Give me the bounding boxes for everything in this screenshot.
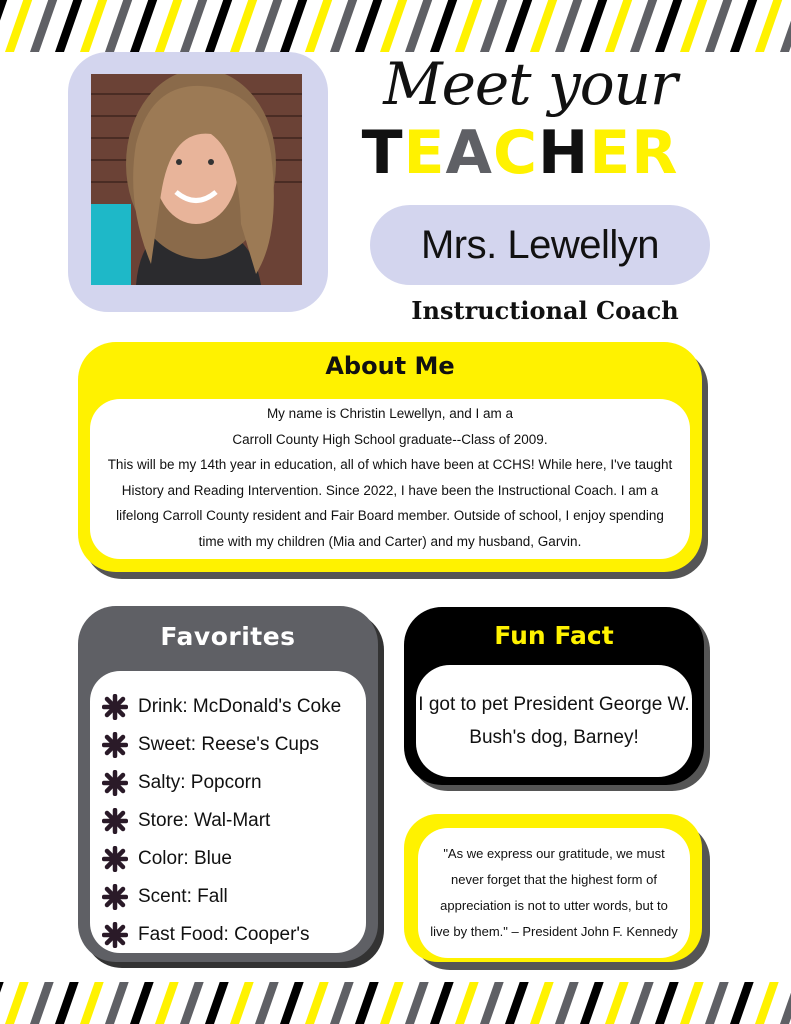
quote-line: never forget that the highest form of (451, 872, 657, 887)
quote-text (418, 828, 690, 958)
stripe (130, 982, 154, 1024)
asterisk-icon (102, 922, 128, 948)
stripe (380, 982, 404, 1024)
favorite-item-text: Salty: Popcorn (138, 772, 262, 793)
bottom-stripe-border (0, 982, 791, 1024)
asterisk-icon (102, 732, 128, 758)
favorite-item-text: Scent: Fall (138, 886, 228, 907)
stripe (5, 982, 29, 1024)
teacher-photo (91, 74, 302, 285)
asterisk-icon (102, 884, 128, 910)
teacher-letter: T (361, 118, 404, 188)
fun-fact-line: Bush's dog, Barney! (469, 727, 639, 748)
favorites-list (90, 671, 366, 953)
favorite-item-text: Color: Blue (138, 848, 232, 869)
favorite-item (102, 688, 366, 726)
stripe (330, 982, 354, 1024)
stripe (180, 982, 204, 1024)
fun-fact-text (416, 665, 692, 777)
stripe (180, 0, 207, 52)
favorites-card (78, 606, 378, 962)
teacher-letter: A (445, 118, 493, 188)
stripe (80, 982, 104, 1024)
favorite-item-text: Sweet: Reese's Cups (138, 734, 320, 755)
asterisk-icon (102, 846, 128, 872)
favorite-item (102, 878, 366, 916)
stripe (405, 982, 429, 1024)
teacher-letter: E (589, 118, 632, 188)
about-line: Carroll County High School graduate--Class of 2009. (232, 431, 548, 447)
favorite-item (102, 840, 366, 878)
about-line: This will be my 14th year in education, all of which have been at CCHS! While here, I've taught (107, 457, 673, 472)
teacher-letter: E (403, 118, 446, 188)
teacher-letter: C (492, 118, 538, 188)
about-text (90, 399, 690, 559)
favorite-item (102, 802, 366, 840)
about-card (78, 342, 702, 572)
stripe (555, 982, 579, 1024)
stripe (655, 982, 679, 1024)
stripe (30, 982, 54, 1024)
asterisk-icon (102, 694, 128, 720)
stripe (155, 982, 179, 1024)
fun-fact-line: I got to pet President George W. (418, 694, 690, 715)
favorite-item (102, 916, 366, 954)
teacher-letter: R (631, 118, 679, 188)
about-heading: About Me (325, 352, 455, 380)
favorite-item-text: Drink: McDonald's Coke (138, 696, 342, 717)
stripe (280, 0, 307, 52)
stripe (0, 0, 7, 52)
stripe (105, 982, 129, 1024)
stripe (355, 982, 379, 1024)
name-pill (370, 205, 710, 285)
stripe (605, 982, 629, 1024)
favorite-item-text: Fast Food: Cooper's (138, 924, 310, 945)
stripe (755, 982, 779, 1024)
stripe (0, 982, 4, 1024)
asterisk-icon (102, 770, 128, 796)
meet-your-script-heading: Meet your (383, 50, 677, 118)
stripe (255, 0, 282, 52)
stripe (230, 0, 257, 52)
quote-line: "As we express our gratitude, we must (443, 846, 665, 861)
teacher-letter: H (538, 118, 590, 188)
photo-frame (68, 52, 328, 312)
stripe (205, 982, 229, 1024)
teacher-role: Instructional Coach (411, 296, 679, 325)
stripe (30, 0, 57, 52)
about-line: History and Reading Intervention. Since 2022, I have been the Instructional Coach. I am a (121, 482, 659, 498)
stripe (730, 982, 754, 1024)
stripe (630, 982, 654, 1024)
stripe (780, 0, 791, 52)
stripe (430, 982, 454, 1024)
stripe (205, 0, 232, 52)
stripe (480, 982, 504, 1024)
stripe (130, 0, 157, 52)
teacher-heading (340, 118, 700, 188)
stripe (780, 982, 791, 1024)
favorite-item-text: Store: Wal-Mart (138, 810, 271, 831)
stripe (55, 0, 82, 52)
favorites-heading: Favorites (160, 622, 296, 651)
stripe (155, 0, 182, 52)
stripe (680, 982, 704, 1024)
favorite-item (102, 726, 366, 764)
fun-fact-heading: Fun Fact (494, 621, 614, 650)
fun-fact-card (404, 607, 704, 785)
stripe (305, 0, 332, 52)
stripe (755, 0, 782, 52)
stripe (5, 0, 32, 52)
favorite-item (102, 764, 366, 802)
stripe (230, 982, 254, 1024)
stripe (455, 982, 479, 1024)
about-line: time with my children (Mia and Carter) and my husband, Garvin. (198, 533, 582, 549)
stripe (280, 982, 304, 1024)
stripe (505, 982, 529, 1024)
quote-card (404, 814, 702, 962)
asterisk-icon (102, 808, 128, 834)
stripe (80, 0, 107, 52)
teacher-name: Mrs. Lewellyn (420, 222, 659, 267)
stripe (55, 982, 79, 1024)
quote-line: appreciation is not to utter words, but to (440, 898, 668, 913)
quote-line: live by them." – President John F. Kennedy (430, 924, 678, 939)
stripe (105, 0, 132, 52)
stripe (580, 982, 604, 1024)
about-line: My name is Christin Lewellyn, and I am a (266, 406, 514, 421)
stripe (255, 982, 279, 1024)
stripe (705, 982, 729, 1024)
stripe (530, 982, 554, 1024)
about-line: lifelong Carroll County resident and Fair Board member. Outside of school, I enjoy spending (116, 508, 664, 523)
stripe (730, 0, 757, 52)
stripe (305, 982, 329, 1024)
